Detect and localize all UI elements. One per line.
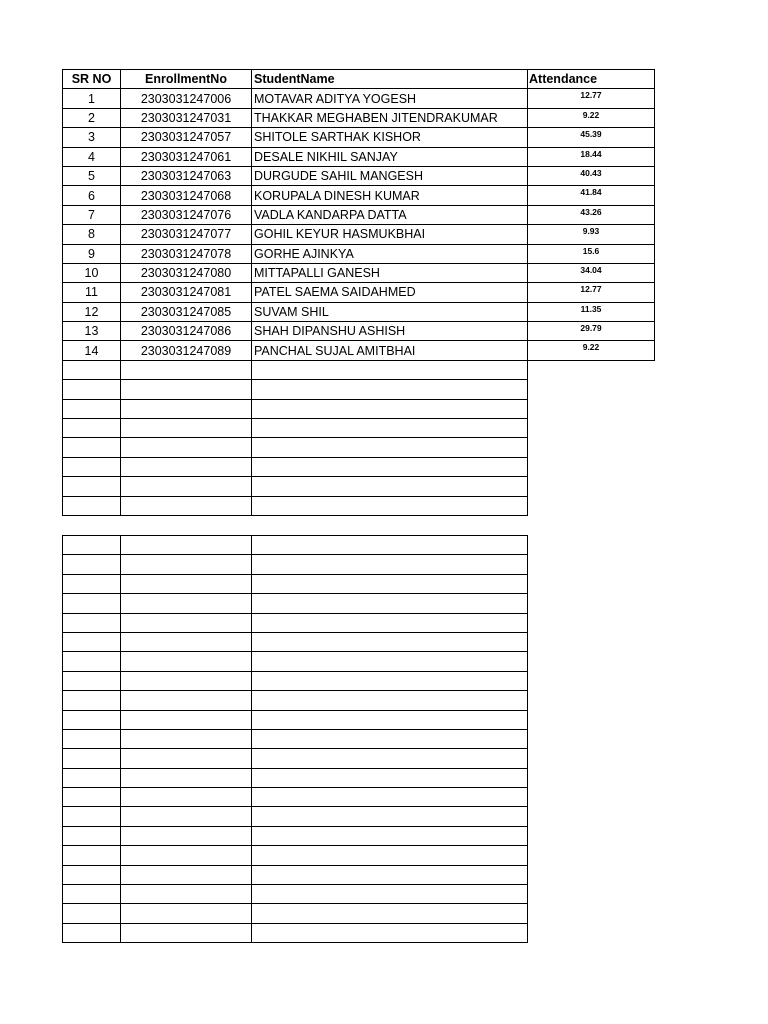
empty-cell[interactable] bbox=[121, 826, 252, 845]
cell-attendance[interactable]: 12.77 bbox=[528, 89, 655, 108]
cell-student-name[interactable]: MITTAPALLI GANESH bbox=[252, 263, 528, 282]
empty-cell[interactable] bbox=[528, 360, 655, 379]
empty-row bbox=[63, 846, 528, 865]
header-enrollment-no[interactable]: EnrollmentNo bbox=[121, 70, 252, 89]
empty-row bbox=[63, 594, 528, 613]
cell-enrollment-no[interactable]: 2303031247068 bbox=[121, 186, 252, 205]
empty-cell[interactable] bbox=[121, 671, 252, 690]
empty-row bbox=[63, 768, 528, 787]
empty-cell[interactable] bbox=[63, 807, 121, 826]
empty-row bbox=[63, 555, 528, 574]
empty-row bbox=[63, 632, 528, 651]
empty-cell[interactable] bbox=[63, 380, 121, 399]
table-row bbox=[63, 147, 655, 166]
header-student-name[interactable]: StudentName bbox=[252, 70, 528, 89]
cell-attendance[interactable]: 41.84 bbox=[528, 186, 655, 205]
table-row bbox=[63, 225, 655, 244]
empty-row bbox=[63, 749, 528, 768]
empty-cell[interactable] bbox=[528, 457, 655, 476]
table-row bbox=[63, 186, 655, 205]
empty-row bbox=[63, 807, 528, 826]
cell-enrollment-no[interactable]: 2303031247063 bbox=[121, 166, 252, 185]
header-attendance[interactable]: Attendance bbox=[528, 70, 655, 89]
cell-student-name[interactable]: PANCHAL SUJAL AMITBHAI bbox=[252, 341, 528, 360]
empty-row bbox=[63, 536, 528, 555]
cell-attendance[interactable]: 9.93 bbox=[528, 225, 655, 244]
cell-attendance[interactable]: 45.39 bbox=[528, 128, 655, 147]
empty-cell[interactable] bbox=[63, 768, 121, 787]
cell-enrollment-no[interactable]: 2303031247086 bbox=[121, 322, 252, 341]
empty-cell[interactable] bbox=[121, 457, 252, 476]
empty-cell[interactable] bbox=[63, 536, 121, 555]
empty-cell[interactable] bbox=[252, 380, 528, 399]
empty-cell[interactable] bbox=[252, 691, 528, 710]
empty-cell[interactable] bbox=[63, 477, 121, 496]
table-row bbox=[63, 166, 655, 185]
empty-cell[interactable] bbox=[63, 360, 121, 379]
attendance-table bbox=[62, 69, 655, 516]
cell-sr-no[interactable]: 7 bbox=[63, 205, 121, 224]
empty-cell[interactable] bbox=[121, 652, 252, 671]
empty-cell[interactable] bbox=[63, 749, 121, 768]
empty-table-block-2 bbox=[62, 535, 528, 943]
cell-student-name[interactable]: PATEL SAEMA SAIDAHMED bbox=[252, 283, 528, 302]
empty-cell[interactable] bbox=[121, 885, 252, 904]
cell-student-name[interactable]: SHITOLE SARTHAK KISHOR bbox=[252, 128, 528, 147]
cell-student-name[interactable]: DURGUDE SAHIL MANGESH bbox=[252, 166, 528, 185]
empty-cell[interactable] bbox=[63, 399, 121, 418]
empty-cell[interactable] bbox=[63, 671, 121, 690]
cell-enrollment-no[interactable]: 2303031247076 bbox=[121, 205, 252, 224]
empty-cell[interactable] bbox=[63, 555, 121, 574]
cell-enrollment-no[interactable]: 2303031247006 bbox=[121, 89, 252, 108]
empty-row bbox=[63, 904, 528, 923]
empty-cell[interactable] bbox=[121, 691, 252, 710]
empty-cell[interactable] bbox=[63, 419, 121, 438]
empty-cell[interactable] bbox=[63, 729, 121, 748]
empty-cell[interactable] bbox=[252, 923, 528, 942]
empty-cell[interactable] bbox=[63, 904, 121, 923]
empty-cell[interactable] bbox=[121, 865, 252, 884]
cell-sr-no[interactable]: 10 bbox=[63, 263, 121, 282]
table-row bbox=[63, 283, 655, 302]
cell-student-name[interactable]: VADLA KANDARPA DATTA bbox=[252, 205, 528, 224]
empty-cell[interactable] bbox=[252, 555, 528, 574]
table-row bbox=[63, 205, 655, 224]
empty-cell[interactable] bbox=[252, 865, 528, 884]
empty-cell[interactable] bbox=[121, 419, 252, 438]
empty-cell[interactable] bbox=[121, 710, 252, 729]
cell-enrollment-no[interactable]: 2303031247061 bbox=[121, 147, 252, 166]
empty-cell[interactable] bbox=[252, 536, 528, 555]
empty-cell[interactable] bbox=[252, 360, 528, 379]
empty-row bbox=[63, 399, 655, 418]
empty-cell[interactable] bbox=[121, 496, 252, 515]
empty-cell[interactable] bbox=[252, 652, 528, 671]
cell-attendance[interactable]: 12.77 bbox=[528, 283, 655, 302]
empty-row bbox=[63, 671, 528, 690]
empty-cell[interactable] bbox=[252, 826, 528, 845]
table-row bbox=[63, 89, 655, 108]
empty-row bbox=[63, 788, 528, 807]
empty-row bbox=[63, 652, 528, 671]
cell-enrollment-no[interactable]: 2303031247031 bbox=[121, 108, 252, 127]
empty-cell[interactable] bbox=[63, 923, 121, 942]
empty-cell[interactable] bbox=[121, 613, 252, 632]
empty-rows-block-1 bbox=[63, 360, 655, 515]
empty-row bbox=[63, 360, 655, 379]
cell-student-name[interactable]: MOTAVAR ADITYA YOGESH bbox=[252, 89, 528, 108]
empty-cell[interactable] bbox=[528, 399, 655, 418]
cell-sr-no[interactable]: 6 bbox=[63, 186, 121, 205]
empty-row bbox=[63, 419, 655, 438]
empty-cell[interactable] bbox=[63, 846, 121, 865]
empty-cell[interactable] bbox=[121, 477, 252, 496]
empty-cell[interactable] bbox=[252, 729, 528, 748]
table-row bbox=[63, 128, 655, 147]
empty-cell[interactable] bbox=[252, 574, 528, 593]
cell-student-name[interactable]: THAKKAR MEGHABEN JITENDRAKUMAR bbox=[252, 108, 528, 127]
empty-cell[interactable] bbox=[252, 594, 528, 613]
table-row bbox=[63, 322, 655, 341]
cell-sr-no[interactable]: 3 bbox=[63, 128, 121, 147]
empty-row bbox=[63, 457, 655, 476]
table-row bbox=[63, 302, 655, 321]
empty-cell[interactable] bbox=[252, 846, 528, 865]
empty-row bbox=[63, 710, 528, 729]
empty-cell[interactable] bbox=[121, 923, 252, 942]
empty-cell[interactable] bbox=[63, 788, 121, 807]
empty-cell[interactable] bbox=[63, 826, 121, 845]
cell-enrollment-no[interactable]: 2303031247081 bbox=[121, 283, 252, 302]
empty-cell[interactable] bbox=[121, 555, 252, 574]
empty-cell[interactable] bbox=[63, 632, 121, 651]
empty-cell[interactable] bbox=[252, 399, 528, 418]
empty-row bbox=[63, 826, 528, 845]
empty-cell[interactable] bbox=[252, 807, 528, 826]
empty-row bbox=[63, 865, 528, 884]
cell-student-name[interactable]: DESALE NIKHIL SANJAY bbox=[252, 147, 528, 166]
empty-cell[interactable] bbox=[63, 710, 121, 729]
cell-attendance[interactable]: 9.22 bbox=[528, 108, 655, 127]
empty-cell[interactable] bbox=[63, 885, 121, 904]
empty-cell[interactable] bbox=[121, 749, 252, 768]
cell-attendance[interactable]: 18.44 bbox=[528, 147, 655, 166]
table-row bbox=[63, 244, 655, 263]
cell-attendance[interactable]: 15.6 bbox=[528, 244, 655, 263]
empty-cell[interactable] bbox=[252, 904, 528, 923]
header-sr-no[interactable]: SR NO bbox=[63, 70, 121, 89]
empty-cell[interactable] bbox=[528, 438, 655, 457]
empty-cell[interactable] bbox=[121, 360, 252, 379]
cell-enrollment-no[interactable]: 2303031247077 bbox=[121, 225, 252, 244]
cell-sr-no[interactable]: 8 bbox=[63, 225, 121, 244]
empty-cell[interactable] bbox=[121, 536, 252, 555]
empty-cell[interactable] bbox=[121, 729, 252, 748]
table-row bbox=[63, 341, 655, 360]
cell-sr-no[interactable]: 12 bbox=[63, 302, 121, 321]
empty-row bbox=[63, 574, 528, 593]
cell-enrollment-no[interactable]: 2303031247085 bbox=[121, 302, 252, 321]
empty-row bbox=[63, 380, 655, 399]
cell-student-name[interactable]: GOHIL KEYUR HASMUKBHAI bbox=[252, 225, 528, 244]
empty-cell[interactable] bbox=[121, 807, 252, 826]
cell-enrollment-no[interactable]: 2303031247057 bbox=[121, 128, 252, 147]
cell-student-name[interactable]: KORUPALA DINESH KUMAR bbox=[252, 186, 528, 205]
cell-sr-no[interactable]: 9 bbox=[63, 244, 121, 263]
empty-cell[interactable] bbox=[252, 419, 528, 438]
empty-cell[interactable] bbox=[528, 419, 655, 438]
cell-enrollment-no[interactable]: 2303031247080 bbox=[121, 263, 252, 282]
empty-row bbox=[63, 477, 655, 496]
cell-attendance[interactable]: 11.35 bbox=[528, 302, 655, 321]
empty-row bbox=[63, 613, 528, 632]
empty-cell[interactable] bbox=[63, 438, 121, 457]
cell-attendance[interactable]: 29.79 bbox=[528, 322, 655, 341]
empty-cell[interactable] bbox=[121, 904, 252, 923]
empty-cell[interactable] bbox=[121, 380, 252, 399]
empty-cell[interactable] bbox=[121, 399, 252, 418]
cell-attendance[interactable]: 34.04 bbox=[528, 263, 655, 282]
empty-cell[interactable] bbox=[528, 496, 655, 515]
cell-attendance[interactable]: 9.22 bbox=[528, 341, 655, 360]
table-header bbox=[63, 70, 655, 89]
empty-row bbox=[63, 885, 528, 904]
cell-attendance[interactable]: 43.26 bbox=[528, 205, 655, 224]
empty-row bbox=[63, 691, 528, 710]
empty-cell[interactable] bbox=[63, 574, 121, 593]
cell-sr-no[interactable]: 13 bbox=[63, 322, 121, 341]
empty-cell[interactable] bbox=[252, 632, 528, 651]
cell-sr-no[interactable]: 1 bbox=[63, 89, 121, 108]
empty-cell[interactable] bbox=[63, 496, 121, 515]
empty-cell[interactable] bbox=[252, 710, 528, 729]
empty-rows-block-2 bbox=[63, 536, 528, 943]
cell-sr-no[interactable]: 5 bbox=[63, 166, 121, 185]
cell-sr-no[interactable]: 2 bbox=[63, 108, 121, 127]
empty-cell[interactable] bbox=[252, 496, 528, 515]
empty-cell[interactable] bbox=[528, 380, 655, 399]
empty-cell[interactable] bbox=[252, 438, 528, 457]
cell-sr-no[interactable]: 14 bbox=[63, 341, 121, 360]
empty-cell[interactable] bbox=[252, 768, 528, 787]
empty-cell[interactable] bbox=[528, 477, 655, 496]
empty-cell[interactable] bbox=[121, 788, 252, 807]
empty-cell[interactable] bbox=[252, 477, 528, 496]
empty-cell[interactable] bbox=[121, 768, 252, 787]
empty-cell[interactable] bbox=[121, 574, 252, 593]
empty-cell[interactable] bbox=[63, 652, 121, 671]
cell-student-name[interactable]: SUVAM SHIL bbox=[252, 302, 528, 321]
empty-cell[interactable] bbox=[63, 691, 121, 710]
empty-cell[interactable] bbox=[252, 749, 528, 768]
table-body bbox=[63, 89, 655, 360]
empty-cell[interactable] bbox=[252, 885, 528, 904]
empty-cell[interactable] bbox=[63, 594, 121, 613]
empty-cell[interactable] bbox=[63, 457, 121, 476]
empty-cell[interactable] bbox=[63, 865, 121, 884]
cell-enrollment-no[interactable]: 2303031247078 bbox=[121, 244, 252, 263]
empty-cell[interactable] bbox=[63, 613, 121, 632]
cell-student-name[interactable]: GORHE AJINKYA bbox=[252, 244, 528, 263]
cell-enrollment-no[interactable]: 2303031247089 bbox=[121, 341, 252, 360]
table-row bbox=[63, 108, 655, 127]
empty-row bbox=[63, 729, 528, 748]
empty-cell[interactable] bbox=[252, 671, 528, 690]
empty-row bbox=[63, 438, 655, 457]
header-row bbox=[63, 70, 655, 89]
empty-cell[interactable] bbox=[252, 788, 528, 807]
empty-cell[interactable] bbox=[252, 457, 528, 476]
cell-student-name[interactable]: SHAH DIPANSHU ASHISH bbox=[252, 322, 528, 341]
empty-cell[interactable] bbox=[121, 438, 252, 457]
table-row bbox=[63, 263, 655, 282]
empty-row bbox=[63, 923, 528, 942]
cell-sr-no[interactable]: 11 bbox=[63, 283, 121, 302]
empty-cell[interactable] bbox=[252, 613, 528, 632]
cell-sr-no[interactable]: 4 bbox=[63, 147, 121, 166]
empty-cell[interactable] bbox=[121, 632, 252, 651]
empty-row bbox=[63, 496, 655, 515]
empty-cell[interactable] bbox=[121, 594, 252, 613]
cell-attendance[interactable]: 40.43 bbox=[528, 166, 655, 185]
empty-cell[interactable] bbox=[121, 846, 252, 865]
